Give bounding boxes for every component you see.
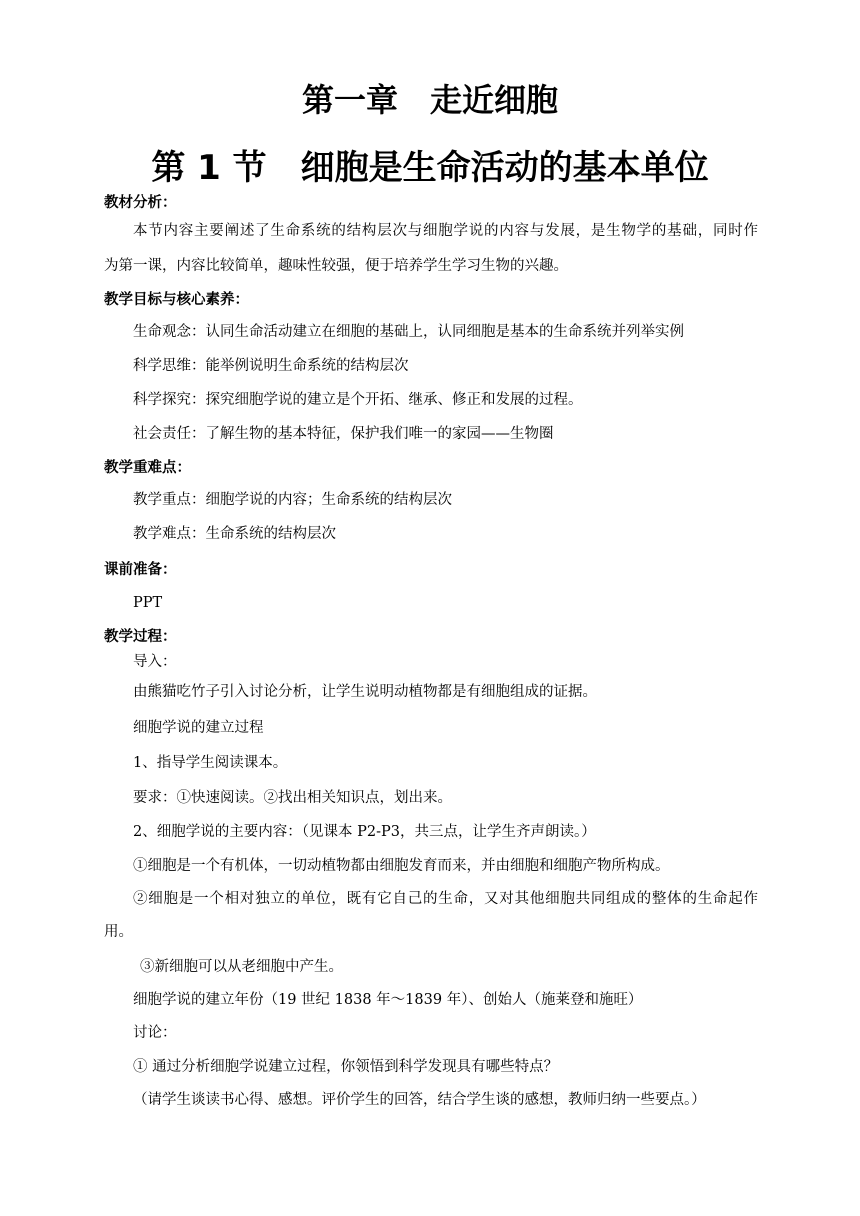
intro-label: 导入： bbox=[133, 654, 177, 670]
material-analysis-line-2: 为第一课，内容比较简单，趣味性较强，便于培养学生学习生物的兴趣。 bbox=[104, 258, 568, 274]
preparation-heading: 课前准备： bbox=[104, 562, 177, 578]
key-point-focus: 教学重点：细胞学说的内容；生命系统的结构层次 bbox=[133, 492, 452, 508]
year-and-founders: 细胞学说的建立年份（19 世纪 1838 年～1839 年）、创始人（施莱登和施旺） bbox=[133, 992, 643, 1008]
intro-text: 由熊猫吃竹子引入讨论分析，让学生说明动植物都是有细胞组成的证据。 bbox=[133, 684, 597, 700]
theory-point-2-line-2: 用。 bbox=[104, 924, 133, 940]
material-analysis-heading: 教材分析： bbox=[104, 195, 177, 211]
process-heading: 教学过程： bbox=[104, 629, 177, 645]
objective-scientific-thinking: 科学思维：能举例说明生命系统的结构层次 bbox=[133, 358, 409, 374]
objectives-heading: 教学目标与核心素养： bbox=[104, 292, 249, 308]
discussion-note: （请学生谈读书心得、感想。评价学生的回答，结合学生谈的感想，教师归纳一些要点。） bbox=[133, 1092, 706, 1108]
objective-scientific-inquiry: 科学探究：探究细胞学说的建立是个开拓、继承、修正和发展的过程。 bbox=[133, 392, 583, 408]
key-point-difficulty: 教学难点：生命系统的结构层次 bbox=[133, 526, 336, 542]
material-analysis-line-1: 本节内容主要阐述了生命系统的结构层次与细胞学说的内容与发展，是生物学的基础，同时作 bbox=[133, 223, 758, 239]
section-title: 第 1 节 细胞是生命活动的基本单位 bbox=[151, 148, 709, 188]
objective-life-concept: 生命观念：认同生命活动建立在细胞的基础上，认同细胞是基本的生命系统并列举实例 bbox=[133, 324, 684, 340]
step-1: 1、指导学生阅读课本。 bbox=[133, 755, 288, 771]
key-points-heading: 教学重难点： bbox=[104, 460, 191, 476]
step-2: 2、细胞学说的主要内容：（见课本 P2-P3，共三点，让学生齐声朗读。） bbox=[133, 824, 596, 840]
preparation-item: PPT bbox=[133, 595, 163, 611]
theory-point-1: ①细胞是一个有机体，一切动植物都由细胞发育而来，并由细胞和细胞产物所构成。 bbox=[133, 858, 670, 874]
cell-theory-title: 细胞学说的建立过程 bbox=[133, 720, 264, 736]
theory-point-3: ③新细胞可以从老细胞中产生。 bbox=[140, 959, 343, 975]
objective-social-responsibility: 社会责任：了解生物的基本特征，保护我们唯一的家园——生物圈 bbox=[133, 426, 554, 442]
theory-point-2-line-1: ②细胞是一个相对独立的单位，既有它自己的生命，又对其他细胞共同组成的整体的生命起作 bbox=[133, 891, 758, 907]
step-1-requirement: 要求：①快速阅读。②找出相关知识点，划出来。 bbox=[133, 790, 452, 806]
discussion-question-1: ① 通过分析细胞学说建立过程，你领悟到科学发现具有哪些特点？ bbox=[133, 1059, 559, 1075]
chapter-title: 第一章 走近细胞 bbox=[301, 81, 558, 119]
discussion-label: 讨论： bbox=[133, 1025, 177, 1041]
